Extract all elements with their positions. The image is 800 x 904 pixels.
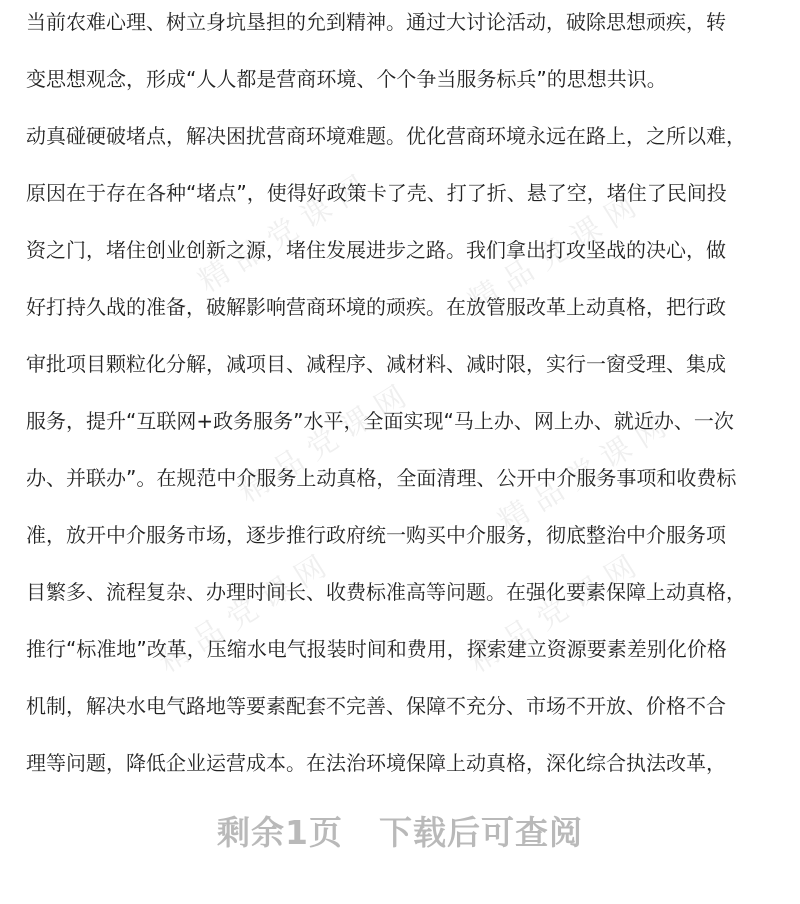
watermark-text: 精品党课网 bbox=[192, 164, 381, 300]
remaining-pages-prompt bbox=[0, 800, 800, 860]
remaining-pages-label: 剩余1页 bbox=[217, 812, 343, 852]
document-line: 服务，提升“互联网+政务服务”水平，全面实现“马上办、网上办、就近办、一次 bbox=[26, 409, 734, 433]
watermark-text: 精品党课网 bbox=[492, 404, 681, 540]
document-line: 审批项目颗粒化分解，减项目、减程序、减材料、减时限，实行一窗受理、集成 bbox=[26, 352, 726, 376]
document-line: 推行“标准地”改革，压缩水电气报装时间和费用，探索建立资源要素差别化价格 bbox=[26, 637, 727, 661]
document-line: 机制，解决水电气路地等要素配套不完善、保障不充分、市场不开放、价格不合 bbox=[26, 694, 726, 718]
watermark-text: 精品党课网 bbox=[462, 544, 651, 680]
document-line: 理等问题，降低企业运营成本。在法治环境保障上动真格，深化综合执法改革， bbox=[26, 751, 726, 775]
document-line: 好打持久战的准备，破解影响营商环境的顽疾。在放管服改革上动真格，把行政 bbox=[26, 295, 726, 319]
watermark-text: 精品党课网 bbox=[232, 374, 421, 510]
document-body bbox=[26, 0, 786, 792]
document-line: 原因在于存在各种“堵点”，使得好政策卡了壳、打了折、悬了空，堵住了民间投 bbox=[26, 181, 727, 205]
document-line: 资之门，堵住创业创新之源，堵住发展进步之路。我们拿出打攻坚战的决心，做 bbox=[26, 238, 726, 262]
watermark-text: 精品党课网 bbox=[152, 544, 341, 680]
document-line: 当前农难心理、树立身坑垦担的允到精神。通过大讨论活动，破除思想顽疾，转 bbox=[26, 10, 726, 34]
document-line: 准，放开中介服务市场，逐步推行政府统一购买中介服务，彻底整治中介服务项 bbox=[26, 523, 726, 547]
document-line: 动真碰硬破堵点，解决困扰营商环境难题。优化营商环境永远在路上，之所以难， bbox=[26, 124, 746, 148]
document-line: 办、并联办”。在规范中介服务上动真格，全面清理、公开中介服务事项和收费标 bbox=[26, 466, 737, 490]
document-line: 变思想观念，形成“人人都是营商环境、个个争当服务标兵”的思想共识。 bbox=[26, 67, 667, 91]
document-line: 目繁多、流程复杂、办理时间长、收费标准高等问题。在强化要素保障上动真格， bbox=[26, 580, 746, 604]
download-to-view-link[interactable]: 下载后可查阅 bbox=[378, 812, 583, 852]
watermark-text: 精品党课网 bbox=[462, 184, 651, 320]
